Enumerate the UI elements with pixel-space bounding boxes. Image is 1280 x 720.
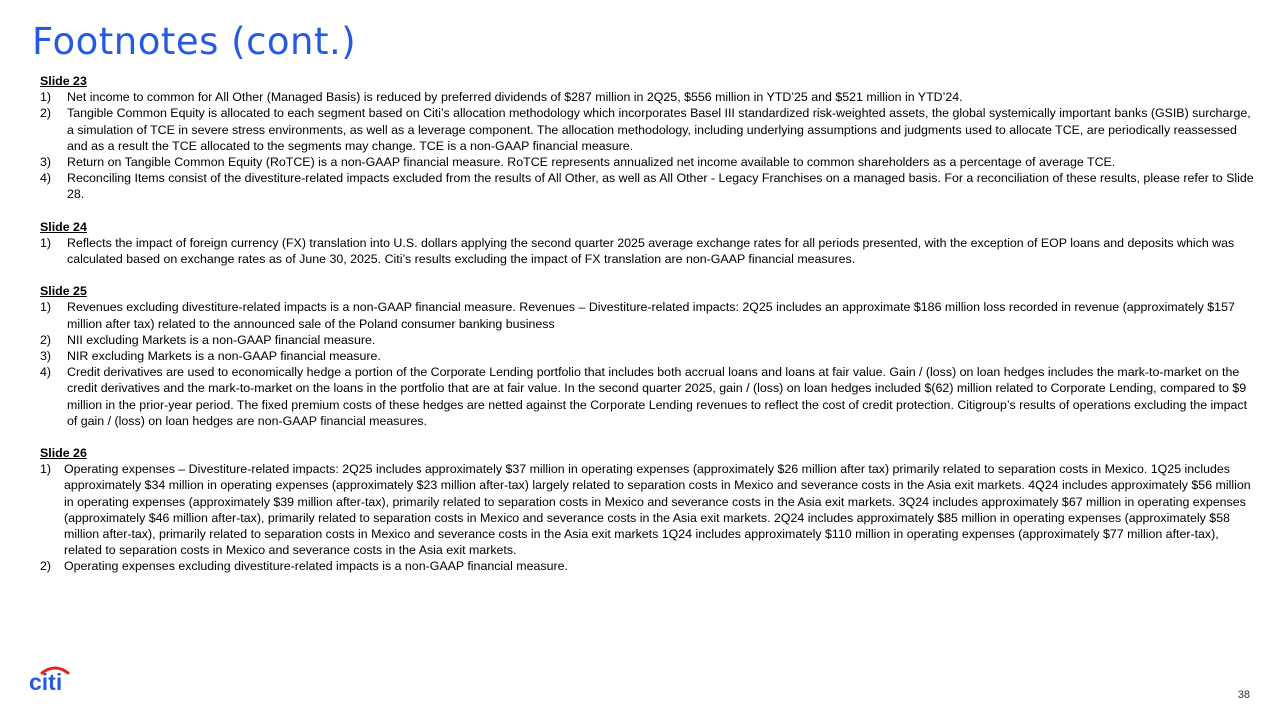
footnote-text: Net income to common for All Other (Managed Basis) is reduced by preferred dividends of $287 million in 2Q25, $556 million in YTD’25 and $521 million in YTD’24. <box>67 90 963 105</box>
section-heading: Slide 25 <box>40 284 87 299</box>
footnote-item <box>40 461 1255 558</box>
footnote-number: 4) <box>40 171 52 186</box>
footnote-number: 1) <box>40 462 52 477</box>
footnote-item <box>40 558 1255 574</box>
footnote-number: 1) <box>40 90 52 105</box>
footnote-text: Return on Tangible Common Equity (RoTCE) is a non-GAAP financial measure. RoTCE represents annualized net income available to common shareholders as a percentage of average TCE. <box>67 155 1116 170</box>
footnote-item <box>40 235 1255 267</box>
footnote-number: 2) <box>40 559 52 574</box>
footnote-section-slide-26 <box>40 445 1255 575</box>
footnote-text: NIR excluding Markets is a non-GAAP financial measure. <box>67 349 381 364</box>
section-heading: Slide 24 <box>40 219 87 234</box>
footnote-item <box>40 348 1255 364</box>
footnote-number: 3) <box>40 155 52 170</box>
footnote-text: Tangible Common Equity is allocated to each segment based on Citi’s allocation methodology which incorporates Basel III standardized risk-weighted assets, the global systemically important banks (GSIB) surcharge, a simulation of TCE in severe stress environments, as well as a leverage component. The allocation methodology, including underlying assumptions and judgments used to allocate TCE, are periodically reassessed and as a result the TCE allocated to the segments may change. TCE is a non-GAAP financial measure. <box>67 106 1251 153</box>
page-title: Footnotes (cont.) <box>32 20 357 63</box>
footnote-item <box>40 332 1255 348</box>
footnote-number: 3) <box>40 349 52 364</box>
footnote-text: Revenues excluding divestiture-related impacts is a non-GAAP financial measure. Revenues – Divestiture-related impacts: 2Q25 includes an approximate $186 million loss recorded in revenue (approximately $157 million after tax) related to the announced sale of the Poland consumer banking business <box>67 300 1235 331</box>
footnote-number: 2) <box>40 106 52 121</box>
page-number: 38 <box>1237 689 1250 701</box>
footnote-item <box>40 105 1255 154</box>
footnote-item <box>40 364 1255 429</box>
section-heading: Slide 26 <box>40 446 87 461</box>
footnote-item <box>40 299 1255 331</box>
citi-logo <box>28 664 76 697</box>
footnote-section-slide-23 <box>40 73 1255 203</box>
footnotes-body <box>40 73 1255 591</box>
footnote-text: Reconciling Items consist of the divestiture-related impacts excluded from the results of All Other, as well as All Other - Legacy Franchises on a managed basis. For a reconciliation of these results, please refer to Slide 28. <box>67 171 1254 202</box>
footnote-number: 2) <box>40 332 52 347</box>
footnote-number: 4) <box>40 365 52 380</box>
footnote-item <box>40 170 1255 202</box>
footnote-text: Credit derivatives are used to economically hedge a portion of the Corporate Lending portfolio that includes both accrual loans and loans at fair value. Gain / (loss) on loan hedges includes the mark-to-market on the credit derivatives and the mark-to-market on the loans in the portfolio that are at fair value. In the second quarter 2025, gain / (loss) on loan hedges included $(62) million related to Corporate Lending, compared to $9 million in the prior-year period. The fixed premium costs of these hedges are netted against the Corporate Lending revenues to reflect the cost of credit protection. Citigroup’s results of operations excluding the impact of gain / (loss) on loan hedges are non-GAAP financial measures. <box>67 365 1248 428</box>
footnote-text: Operating expenses – Divestiture-related impacts: 2Q25 includes approximately $37 million in operating expenses (approximately $26 million after tax) primarily related to separation costs in Mexico. 1Q25 includes approximately $34 million in operating expenses (approximately $23 million after-tax) largely related to separation costs in Mexico and severance costs in the Asia exit markets. 4Q24 includes approximately $56 million in operating expenses (approximately $39 million after-tax), primarily related to separation costs in Mexico and severance costs in the Asia exit markets. 3Q24 includes approximately $67 million in operating expenses (approximately $46 million after-tax), primarily related to separation costs in Mexico and severance costs in the Asia exit markets. 2Q24 includes approximately $85 million in operating expenses (approximately $58 million after-tax), primarily related to separation costs in Mexico and severance costs in the Asia exit markets 1Q24 includes approximately $110 million in operating expenses (approximately $77 million after-tax), related to separation costs in Mexico and severance costs in the Asia exit markets. <box>64 462 1251 558</box>
footnote-section-slide-24 <box>40 219 1255 268</box>
footnote-number: 1) <box>40 300 52 315</box>
footnote-item <box>40 154 1255 170</box>
citi-logo-text: citi <box>29 669 63 692</box>
footnote-number: 1) <box>40 235 52 250</box>
citi-logo-icon <box>28 664 76 692</box>
footnote-section-slide-25 <box>40 283 1255 429</box>
footnote-text: Operating expenses excluding divestiture-related impacts is a non-GAAP financial measure. <box>64 559 568 574</box>
footnote-item <box>40 89 1255 105</box>
footnote-text: Reflects the impact of foreign currency (FX) translation into U.S. dollars applying the second quarter 2025 average exchange rates for all periods presented, with the exception of EOP loans and deposits which was calculated based on exchange rates as of June 30, 2025. Citi’s results excluding the impact of FX translation are non-GAAP financial measures. <box>67 235 1235 267</box>
section-heading: Slide 23 <box>40 74 87 88</box>
footnote-text: NII excluding Markets is a non-GAAP financial measure. <box>67 332 376 347</box>
